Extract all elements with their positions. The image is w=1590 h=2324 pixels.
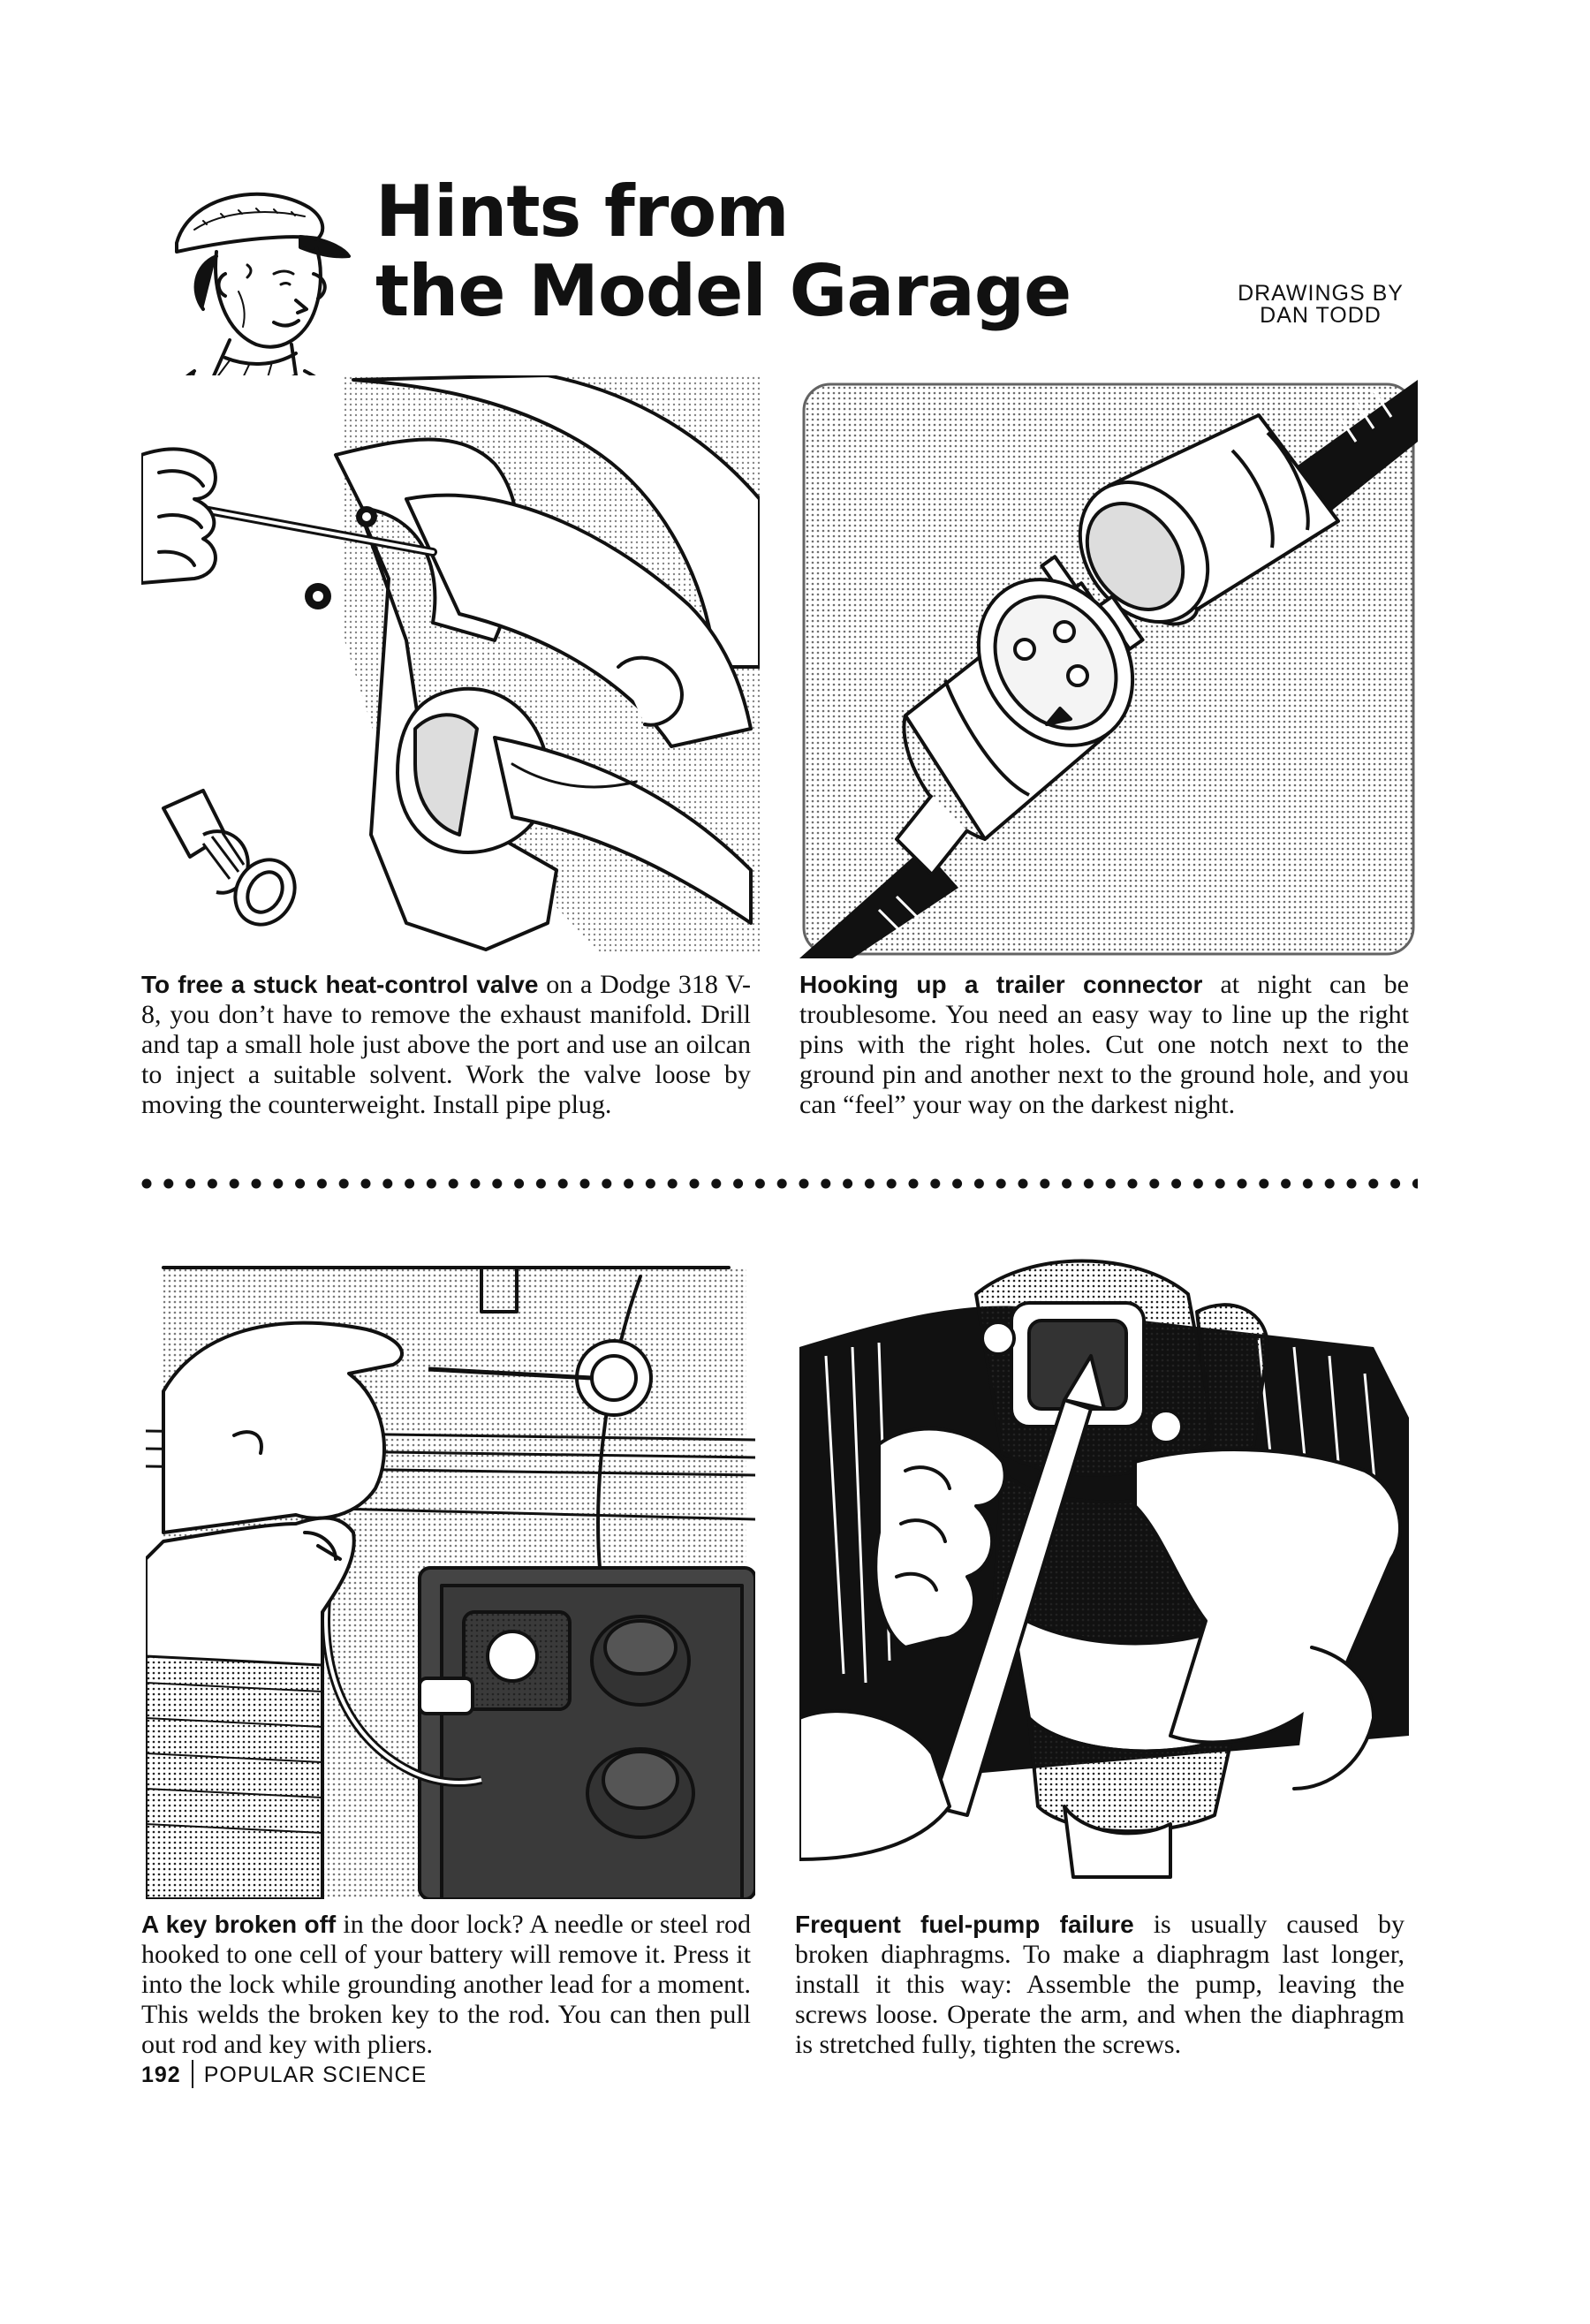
tip-fuel-pump — [795, 1910, 1404, 2060]
article-title-line-1: Hints from — [375, 170, 789, 253]
tip-body: on a Dodge 318 V-8, you don’t have to remove the exhaust manifold. Drill and tap a small hole just above the port and use an oilcan to inject a suitable solvent. Work the valve loose by moving the counterweight. Install pipe plug. — [141, 970, 751, 1119]
tip-body: at night can be troublesome. You need an easy way to line up the right pins with the right holes. Cut one notch next to the ground pin and another next to the ground hole, and you can “feel” your way on the darkest night. — [799, 970, 1409, 1119]
footer-separator — [192, 2060, 193, 2088]
dotted-divider — [141, 1175, 1418, 1192]
broken-key-battery-illustration — [146, 1241, 755, 1899]
page-number: 192 — [141, 2063, 181, 2087]
heat-control-valve-illustration — [141, 375, 760, 954]
fuel-pump-illustration — [799, 1241, 1409, 1899]
tip-lead: Hooking up a trailer connector — [799, 971, 1203, 998]
trailer-connector-illustration — [799, 380, 1418, 958]
tip-heat-control-valve — [141, 970, 751, 1120]
article-title-line-2: the Model Garage — [375, 250, 1071, 332]
tip-broken-key — [141, 1910, 751, 2060]
page-footer — [141, 2060, 427, 2088]
tip-trailer-connector — [799, 970, 1409, 1120]
magazine-name: POPULAR SCIENCE — [203, 2063, 428, 2087]
tip-body: in the door lock? A needle or steel rod hooked to one cell of your battery will remove it. Press it into the lock while grounding another lead for a moment. This welds the broken key to the rod. You can then pull out rod and key with pliers. — [141, 1910, 751, 2059]
drawings-credit-artist: DAN TODD — [1260, 303, 1382, 328]
drawings-credit-label: DRAWINGS BY — [1238, 281, 1404, 306]
tip-body: is usually caused by broken diaphragms. To make a diaphragm last longer, install it this way: Assemble the pump, leaving the screws loose. Operate the arm, and when the diaphragm is stretched fully, tighten the screws. — [795, 1910, 1404, 2059]
tip-lead: Frequent fuel-pump failure — [795, 1911, 1134, 1938]
tip-lead: To free a stuck heat-control valve — [141, 971, 539, 998]
tip-lead: A key broken off — [141, 1911, 337, 1938]
